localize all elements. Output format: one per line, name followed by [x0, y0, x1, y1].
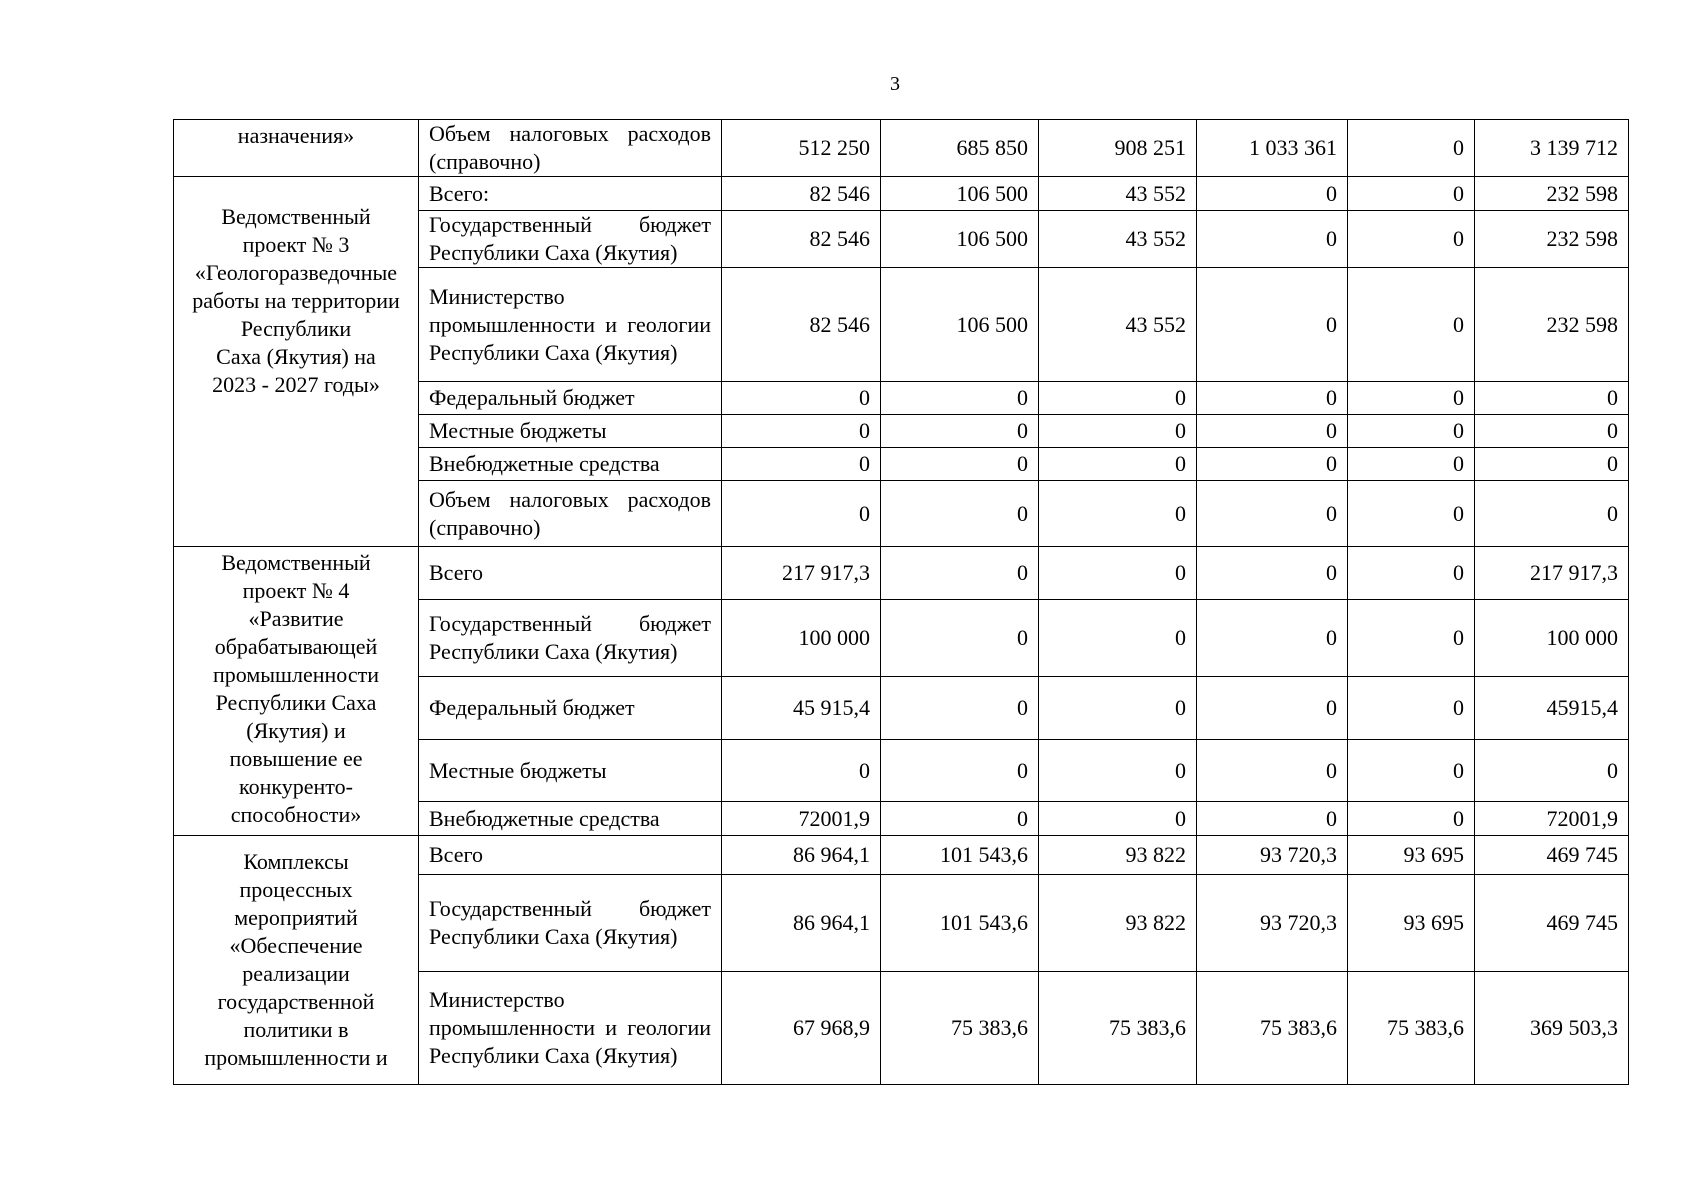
- year-value-cell: 101 543,6: [881, 875, 1039, 972]
- year-value-cell: 0: [1039, 600, 1197, 677]
- project-name-line: Саха (Якутия) на: [216, 344, 376, 369]
- year-value-cell: 101 543,6: [881, 836, 1039, 875]
- total-value-cell: 217 917,3: [1475, 547, 1629, 600]
- project-name-cell: [174, 177, 419, 547]
- project-name-line: «Обеспечение: [229, 933, 363, 958]
- year-value-cell: 512 250: [722, 120, 881, 177]
- year-value-cell: 0: [1348, 740, 1475, 802]
- year-value-cell: 0: [881, 547, 1039, 600]
- project-name-line: 2023 - 2027 годы»: [212, 372, 380, 397]
- year-value-cell: 93 695: [1348, 875, 1475, 972]
- year-value-cell: 106 500: [881, 211, 1039, 268]
- year-value-cell: 0: [1197, 268, 1348, 382]
- table-row: [174, 120, 1629, 177]
- budget-table: [173, 119, 1629, 1085]
- project-name-cell: [174, 547, 419, 836]
- project-name-line: Ведомственный: [221, 550, 371, 575]
- project-name-line: (Якутия) и: [246, 718, 346, 743]
- funding-source-cell: Федеральный бюджет: [419, 382, 722, 415]
- year-value-cell: 0: [1197, 382, 1348, 415]
- year-value-cell: 685 850: [881, 120, 1039, 177]
- year-value-cell: 0: [881, 448, 1039, 481]
- funding-source-cell: Государственный бюджет Республики Саха (Якутия): [419, 211, 722, 268]
- page-number: 3: [890, 73, 900, 95]
- year-value-cell: 67 968,9: [722, 972, 881, 1085]
- project-name-line: промышленности: [213, 662, 379, 687]
- funding-source-cell: Федеральный бюджет: [419, 677, 722, 740]
- budget-table-body: [174, 120, 1629, 1085]
- year-value-cell: 100 000: [722, 600, 881, 677]
- total-value-cell: 0: [1475, 740, 1629, 802]
- funding-source-cell: Государственный бюджет Республики Саха (Якутия): [419, 875, 722, 972]
- year-value-cell: 43 552: [1039, 177, 1197, 211]
- project-name-line: Республики: [240, 316, 352, 341]
- year-value-cell: 0: [1039, 382, 1197, 415]
- funding-source-cell: Всего: [419, 547, 722, 600]
- funding-source-cell: Государственный бюджет Республики Саха (Якутия): [419, 600, 722, 677]
- total-value-cell: 0: [1475, 382, 1629, 415]
- project-name-line: способности»: [230, 802, 362, 827]
- year-value-cell: 43 552: [1039, 268, 1197, 382]
- table-row: [174, 836, 1629, 875]
- project-name-line: «Развитие: [248, 606, 344, 631]
- year-value-cell: 75 383,6: [1039, 972, 1197, 1085]
- year-value-cell: 75 383,6: [881, 972, 1039, 1085]
- total-value-cell: 72001,9: [1475, 802, 1629, 836]
- year-value-cell: 0: [1348, 802, 1475, 836]
- funding-source-cell: Объем налоговых расходов (справочно): [419, 120, 722, 177]
- project-name-line: политики в: [243, 1017, 349, 1042]
- year-value-cell: 0: [1197, 677, 1348, 740]
- year-value-cell: 0: [881, 802, 1039, 836]
- year-value-cell: 75 383,6: [1348, 972, 1475, 1085]
- year-value-cell: 0: [1039, 677, 1197, 740]
- project-name-line: конкуренто-: [239, 774, 353, 799]
- total-value-cell: 232 598: [1475, 268, 1629, 382]
- project-name-line: государственной: [217, 989, 375, 1014]
- year-value-cell: 93 822: [1039, 836, 1197, 875]
- year-value-cell: 0: [1348, 211, 1475, 268]
- year-value-cell: 93 720,3: [1197, 875, 1348, 972]
- year-value-cell: 908 251: [1039, 120, 1197, 177]
- year-value-cell: 0: [1197, 740, 1348, 802]
- year-value-cell: 217 917,3: [722, 547, 881, 600]
- project-name-line: Республики Саха: [215, 690, 377, 715]
- project-name-line: проект № 4: [242, 578, 350, 603]
- year-value-cell: 1 033 361: [1197, 120, 1348, 177]
- year-value-cell: 0: [1348, 177, 1475, 211]
- year-value-cell: 0: [881, 677, 1039, 740]
- funding-source-cell: Всего:: [419, 177, 722, 211]
- total-value-cell: 3 139 712: [1475, 120, 1629, 177]
- funding-source-cell: Объем налоговых расходов (справочно): [419, 481, 722, 547]
- year-value-cell: 0: [1039, 802, 1197, 836]
- total-value-cell: 0: [1475, 481, 1629, 547]
- project-name-line: Комплексы: [243, 849, 349, 874]
- project-name-line: промышленности и: [204, 1045, 388, 1070]
- year-value-cell: 0: [722, 448, 881, 481]
- year-value-cell: 0: [722, 740, 881, 802]
- year-value-cell: 0: [722, 481, 881, 547]
- year-value-cell: 0: [722, 415, 881, 448]
- year-value-cell: 0: [1197, 481, 1348, 547]
- year-value-cell: 86 964,1: [722, 836, 881, 875]
- year-value-cell: 0: [1197, 600, 1348, 677]
- project-name-line: проект № 3: [242, 232, 350, 257]
- year-value-cell: 106 500: [881, 268, 1039, 382]
- funding-source-cell: Министерство промышленности и геологии Республики Саха (Якутия): [419, 972, 722, 1085]
- year-value-cell: 0: [1348, 448, 1475, 481]
- year-value-cell: 0: [1348, 600, 1475, 677]
- year-value-cell: 0: [1039, 448, 1197, 481]
- project-name-cell: [174, 836, 419, 1085]
- year-value-cell: 0: [881, 382, 1039, 415]
- year-value-cell: 0: [1197, 415, 1348, 448]
- year-value-cell: 75 383,6: [1197, 972, 1348, 1085]
- total-value-cell: 232 598: [1475, 177, 1629, 211]
- total-value-cell: 0: [1475, 415, 1629, 448]
- project-name-cell: [174, 120, 419, 177]
- year-value-cell: 43 552: [1039, 211, 1197, 268]
- year-value-cell: 0: [1348, 415, 1475, 448]
- year-value-cell: 0: [1348, 481, 1475, 547]
- funding-source-cell: Министерство промышленности и геологии Республики Саха (Якутия): [419, 268, 722, 382]
- year-value-cell: 0: [881, 740, 1039, 802]
- year-value-cell: 0: [722, 382, 881, 415]
- funding-source-cell: Внебюджетные средства: [419, 448, 722, 481]
- total-value-cell: 232 598: [1475, 211, 1629, 268]
- year-value-cell: 0: [881, 600, 1039, 677]
- year-value-cell: 0: [1039, 481, 1197, 547]
- funding-source-cell: Местные бюджеты: [419, 415, 722, 448]
- year-value-cell: 0: [1039, 415, 1197, 448]
- total-value-cell: 369 503,3: [1475, 972, 1629, 1085]
- year-value-cell: 0: [881, 481, 1039, 547]
- year-value-cell: 82 546: [722, 268, 881, 382]
- year-value-cell: 0: [1348, 120, 1475, 177]
- year-value-cell: 0: [1348, 382, 1475, 415]
- table-row: [174, 177, 1629, 211]
- total-value-cell: 0: [1475, 448, 1629, 481]
- total-value-cell: 469 745: [1475, 875, 1629, 972]
- year-value-cell: 86 964,1: [722, 875, 881, 972]
- project-name-line: Ведомственный: [221, 204, 371, 229]
- year-value-cell: 45 915,4: [722, 677, 881, 740]
- project-name-line: «Геологоразведочные: [194, 260, 398, 285]
- total-value-cell: 45915,4: [1475, 677, 1629, 740]
- year-value-cell: 93 822: [1039, 875, 1197, 972]
- year-value-cell: 0: [1039, 547, 1197, 600]
- table-row: [174, 547, 1629, 600]
- year-value-cell: 82 546: [722, 211, 881, 268]
- project-name-line: повышение ее: [229, 746, 363, 771]
- project-name-line: обрабатывающей: [214, 634, 378, 659]
- total-value-cell: 100 000: [1475, 600, 1629, 677]
- year-value-cell: 0: [881, 415, 1039, 448]
- year-value-cell: 0: [1039, 740, 1197, 802]
- project-name-line: мероприятий: [234, 905, 358, 930]
- year-value-cell: 106 500: [881, 177, 1039, 211]
- funding-source-cell: Местные бюджеты: [419, 740, 722, 802]
- project-name-line: работы на территории: [192, 288, 400, 313]
- year-value-cell: 0: [1197, 802, 1348, 836]
- project-name-line: процессных: [239, 877, 353, 902]
- year-value-cell: 82 546: [722, 177, 881, 211]
- year-value-cell: 93 720,3: [1197, 836, 1348, 875]
- year-value-cell: 0: [1197, 547, 1348, 600]
- project-name-line: назначения»: [237, 123, 355, 148]
- year-value-cell: 93 695: [1348, 836, 1475, 875]
- year-value-cell: 0: [1197, 211, 1348, 268]
- year-value-cell: 72001,9: [722, 802, 881, 836]
- funding-source-cell: Всего: [419, 836, 722, 875]
- year-value-cell: 0: [1348, 547, 1475, 600]
- year-value-cell: 0: [1197, 177, 1348, 211]
- year-value-cell: 0: [1197, 448, 1348, 481]
- year-value-cell: 0: [1348, 677, 1475, 740]
- year-value-cell: 0: [1348, 268, 1475, 382]
- total-value-cell: 469 745: [1475, 836, 1629, 875]
- project-name-line: реализации: [242, 961, 350, 986]
- funding-source-cell: Внебюджетные средства: [419, 802, 722, 836]
